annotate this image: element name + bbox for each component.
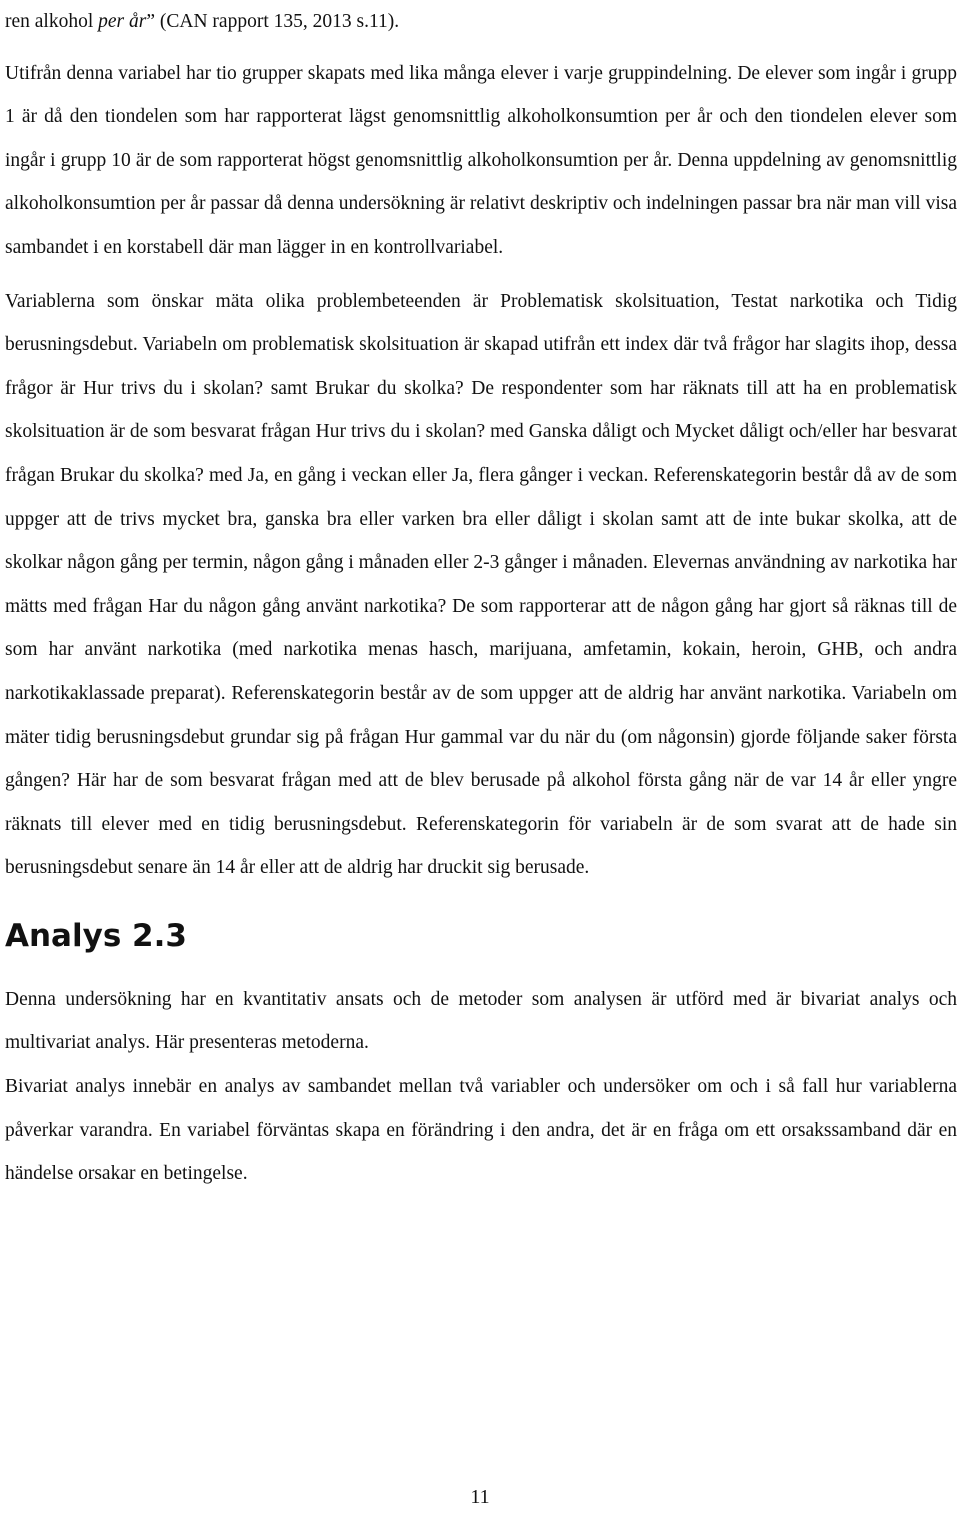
- text-run: Denna undersökning har en kvantitativ ansats och de metoder som analysen är utförd med är bivariat analys och multivariat analys. Här presenteras metoderna.: [5, 988, 957, 1054]
- paragraph-problem-behaviours: [5, 280, 957, 890]
- paragraph-bivariate-analysis: [5, 1065, 957, 1196]
- document-page: [5, 0, 957, 1196]
- paragraph-method-intro: [5, 978, 957, 1065]
- text-run: ” (CAN rapport 135, 2013 s.11).: [146, 11, 400, 32]
- section-heading: Analys 2.3: [5, 917, 187, 954]
- text-run: Utifrån denna variabel har tio grupper skapats med lika många elever i varje gruppindelning. De elever som ingår i grupp 1 är då den tiondelen som har rapporterat lägst genomsnittlig alkoholkonsumtion per år och den tiondelen elever som ingår i grupp 10 är de som rapporterat högst genomsnittlig alkoholkonsumtion per år. Denna uppdelning av genomsnittlig alkoholkonsumtion per år passar då denna undersökning är relativt deskriptiv och indelningen passar bra när man vill visa sambandet i en korstabell där man lägger in en kontrollvariabel.: [5, 62, 957, 258]
- text-run: ren alkohol: [5, 11, 99, 32]
- text-run: Variablerna som önskar mäta olika problembeteenden är Problematisk skolsituation, Testat narkotika och Tidig berusningsdebut. Variabeln om problematisk skolsituation är skapad utifrån ett index där två frågor har slagits ihop, dessa frågor är Hur trivs du i skolan? samt Brukar du skolka? De respondenter som har räknats till att ha en problematisk skolsituation är de som besvarat frågan Hur trivs du i skolan? med Ganska dåligt och Mycket dåligt och/eller har besvarat frågan Brukar du skolka? med Ja, en gång i veckan eller Ja, flera gånger i veckan. Referenskategorin består då av de som uppger att de trivs mycket bra, ganska bra eller varken bra eller dåligt i skolan samt att de inte bukar skolka, att de skolkar någon gång per termin, någon gång i månaden eller 2-3 gånger i månaden. Elevernas användning av narkotika har mätts med frågan Har du någon gång använt narkotika? De som rapporterar att de någon gång har gjort så räknas till de som har använt narkotika (med narkotika menas hasch, marijuana, amfetamin, kokain, heroin, GHB, och andra narkotikaklassade preparat). Referenskategorin består av de som uppger att de aldrig har använt narkotika. Variabeln om mäter tidig berusningsdebut grundar sig på frågan Hur gammal var du när du (om någonsin) gjorde följande saker första gången? Här har de som besvarat frågan med att de blev berusade på alkohol första gång när de var 14 år eller yngre räknats till elever med en tidig berusningsdebut. Referenskategorin för variabeln är de som svarat att de hade sin berusningsdebut senare än 14 år eller att de aldrig har druckit sig berusade.: [5, 290, 957, 879]
- text-run: Bivariat analys innebär en analys av sambandet mellan två variabler och undersöker om och i så fall hur variablerna påverkar varandra. En variabel förväntas skapa en förändring i den andra, det är en fråga om ett orsakssamband där en händelse orsakar en betingelse.: [5, 1076, 957, 1185]
- paragraph-citation: [5, 0, 957, 44]
- page-number: 11: [470, 1486, 490, 1508]
- text-run: per år: [98, 11, 147, 32]
- paragraph-variable-groups: [5, 52, 957, 270]
